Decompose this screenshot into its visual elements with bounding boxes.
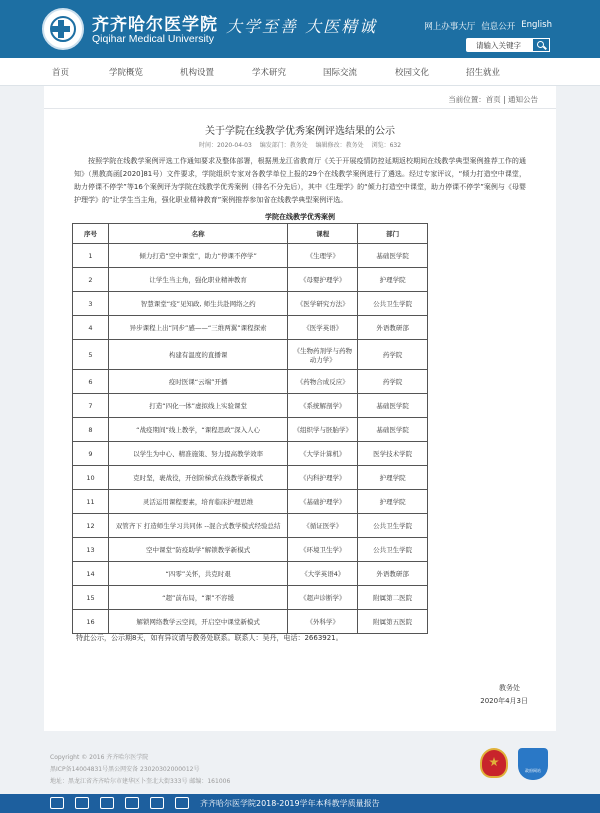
link-online-service[interactable]: 网上办事大厅 <box>424 22 476 32</box>
table-row <box>73 370 428 394</box>
meta-time: 时间：2020-04-03 <box>198 142 252 149</box>
cell-department: 药学院 <box>358 370 428 394</box>
cell-course: 《医学研究方法》 <box>288 292 358 316</box>
article-meta <box>44 140 556 149</box>
cell-course: 《环境卫生学》 <box>288 538 358 562</box>
mail-icon[interactable] <box>50 797 64 809</box>
footer-copyright: Copyright © 2016 齐齐哈尔医学院 <box>50 754 149 761</box>
cell-department: 外语教研部 <box>358 562 428 586</box>
cell-course: 《超声诊断学》 <box>288 586 358 610</box>
cell-number: 16 <box>73 610 109 634</box>
cell-course: 《药物合成反应》 <box>288 370 358 394</box>
site-header <box>0 0 600 58</box>
video-icon[interactable] <box>100 797 114 809</box>
cell-department: 基础医学院 <box>358 418 428 442</box>
school-name-en: Qiqihar Medical University <box>92 33 214 45</box>
table-row <box>73 418 428 442</box>
calendar-icon[interactable] <box>150 797 164 809</box>
cell-name: “超”前布局，“课”不容缓 <box>108 586 287 610</box>
content-panel <box>44 86 556 731</box>
cell-course: 《基础护理学》 <box>288 490 358 514</box>
article-body: 按照学院在线教学案例评选工作通知要求及整体部署，根据黑龙江省教育厅《关于开展疫情防控延期返校期间在线教学典型案例推荐工作的通知》（黑教高函[2020]81号）文件要求，学院组织专家对各教学单位上报的29个在线教学案例进行了遴选。经过专家评议，“倾力打造空中课堂，助力停课不停学”等16个案例评为学院在线教学优秀案例（排名不分先后），其中《生理学》的“倾力打造空中课堂，助力停课不停学”案例与《母婴护理学》的“让学生当主角，强化职业精神教育”案例推荐参加省在线教学典型案例评选。 <box>74 157 526 204</box>
cell-name: 克时坚，裹战役，开创阶梯式在线教学新模式 <box>108 466 287 490</box>
school-motto: 大学至善 大医精诚 <box>226 17 378 36</box>
library-icon[interactable] <box>175 797 189 809</box>
cell-department: 附属第五医院 <box>358 610 428 634</box>
cell-department: 公共卫生学院 <box>358 514 428 538</box>
table-row <box>73 268 428 292</box>
col-header-course: 课程 <box>288 224 358 244</box>
quality-report-link[interactable]: 齐齐哈尔医学院2018-2019学年本科教学质量报告 <box>200 799 380 808</box>
cell-course: 《循证医学》 <box>288 514 358 538</box>
cell-number: 11 <box>73 490 109 514</box>
cell-name: 双管齐下 打造师生学习共同体 --混合式教学模式经验总结 <box>108 514 287 538</box>
table-row <box>73 610 428 634</box>
cell-course: 《生物药剂学与药物动力学》 <box>288 340 358 370</box>
university-logo-icon[interactable] <box>42 8 84 50</box>
footer-icp[interactable]: 黑ICP备14004831号黑公网安备 23020302000012号 <box>50 766 200 773</box>
cell-course: 《医学英语》 <box>288 316 358 340</box>
cell-department: 护理学院 <box>358 268 428 292</box>
nav-item-organization[interactable]: 机构设置 <box>180 68 215 78</box>
nav-item-research[interactable]: 学术研究 <box>252 68 287 78</box>
cell-number: 6 <box>73 370 109 394</box>
search-button[interactable] <box>532 38 550 52</box>
cell-name: 异步课程上出“同步”感——“三维两翼”课程探索 <box>108 316 287 340</box>
nav-item-campus-culture[interactable]: 校园文化 <box>395 68 430 78</box>
table-row <box>73 340 428 370</box>
cell-name: “战疫期间”线上教学，“课程思政”深入人心 <box>108 418 287 442</box>
police-emblem-icon[interactable] <box>480 748 508 778</box>
nav-item-home[interactable]: 首页 <box>52 68 70 78</box>
badge-label: 政府网站 <box>525 768 541 773</box>
cell-number: 13 <box>73 538 109 562</box>
table-row <box>73 562 428 586</box>
nav-item-overview[interactable]: 学院概览 <box>109 68 144 78</box>
table-row <box>73 316 428 340</box>
cell-department: 药学院 <box>358 340 428 370</box>
breadcrumb[interactable]: 当前位置：首页 | 通知公告 <box>448 95 538 104</box>
chat-icon[interactable] <box>125 797 139 809</box>
table-row <box>73 490 428 514</box>
cell-department: 附属第二医院 <box>358 586 428 610</box>
meta-editor: 编辑修改：教务处 <box>315 142 364 149</box>
page-title: 关于学院在线教学优秀案例评选结果的公示 <box>205 126 395 137</box>
cell-number: 8 <box>73 418 109 442</box>
table-row <box>73 244 428 268</box>
cell-name: “四零”关怀，共克时艰 <box>108 562 287 586</box>
cell-number: 10 <box>73 466 109 490</box>
cell-department: 公共卫生学院 <box>358 292 428 316</box>
cell-number: 1 <box>73 244 109 268</box>
cell-course: 《内科护理学》 <box>288 466 358 490</box>
signature-dept: 教务处 <box>499 684 520 692</box>
cell-number: 2 <box>73 268 109 292</box>
cell-name: 构建有温度的直播课 <box>108 340 287 370</box>
government-site-badge-icon[interactable] <box>518 748 548 780</box>
cell-department: 外语教研部 <box>358 316 428 340</box>
main-nav <box>0 58 600 86</box>
cell-course: 《大学计算机》 <box>288 442 358 466</box>
cell-name: 让学生当主角，强化职业精神教育 <box>108 268 287 292</box>
cell-name: 倾力打造“空中课堂”，助力“停课不停学” <box>108 244 287 268</box>
school-name-cn: 齐齐哈尔医学院 <box>92 15 218 35</box>
nav-item-admission[interactable]: 招生就业 <box>466 68 501 78</box>
table-row <box>73 442 428 466</box>
cell-name: 空中课堂“防疫助学”解锁教学新模式 <box>108 538 287 562</box>
cell-department: 护理学院 <box>358 490 428 514</box>
link-info-public[interactable]: 信息公开 <box>481 22 516 32</box>
cell-course: 《大学英语4》 <box>288 562 358 586</box>
cell-name: 疫时医课“云端”开播 <box>108 370 287 394</box>
col-header-department: 部门 <box>358 224 428 244</box>
bottom-bar <box>0 794 600 813</box>
link-english[interactable]: English <box>521 20 552 30</box>
cell-course: 《系统解剖学》 <box>288 394 358 418</box>
cell-name: 打造“四化一体”虚拟线上实验课堂 <box>108 394 287 418</box>
cell-number: 7 <box>73 394 109 418</box>
cell-number: 14 <box>73 562 109 586</box>
signature-date: 2020年4月3日 <box>480 697 528 705</box>
cell-name: 解锁网络教学云空间，开启空中课堂新模式 <box>108 610 287 634</box>
search-input[interactable]: 请输入关键字 <box>476 41 521 50</box>
site-footer <box>0 744 600 794</box>
cell-department: 公共卫生学院 <box>358 538 428 562</box>
search-box[interactable] <box>466 38 550 52</box>
table-row <box>73 466 428 490</box>
nav-item-international[interactable]: 国际交流 <box>323 68 358 78</box>
special-notice: 特此公示，公示期8天，如有异议请与教务处联系。联系人：吴丹，电话：2663921。 <box>76 634 343 642</box>
document-icon[interactable] <box>75 797 89 809</box>
cell-number: 12 <box>73 514 109 538</box>
cell-course: 《母婴护理学》 <box>288 268 358 292</box>
cell-name: 以学生为中心、精准施策、努力提高教学效率 <box>108 442 287 466</box>
cell-course: 《组织学与胚胎学》 <box>288 418 358 442</box>
cell-course: 《生理学》 <box>288 244 358 268</box>
table-row <box>73 514 428 538</box>
col-header-number: 序号 <box>73 224 109 244</box>
cell-number: 5 <box>73 340 109 370</box>
table-header-row <box>73 224 428 244</box>
cell-number: 15 <box>73 586 109 610</box>
table-caption: 学院在线教学优秀案例 <box>265 213 335 221</box>
cell-name: 灵活运用课程要素，培育临床护理思维 <box>108 490 287 514</box>
cell-department: 基础医学院 <box>358 394 428 418</box>
cell-number: 9 <box>73 442 109 466</box>
cell-number: 3 <box>73 292 109 316</box>
table-row <box>73 292 428 316</box>
cell-department: 护理学院 <box>358 466 428 490</box>
cell-course: 《外科学》 <box>288 610 358 634</box>
table-row <box>73 586 428 610</box>
cell-name: 智慧课堂“疫”见知政, 师生共赴网络之约 <box>108 292 287 316</box>
col-header-name: 名称 <box>108 224 287 244</box>
meta-dept: 编发部门：教务处 <box>259 142 308 149</box>
table-row <box>73 538 428 562</box>
table-row <box>73 394 428 418</box>
meta-views: 浏览：632 <box>371 142 402 149</box>
footer-address: 地址：黑龙江省齐齐哈尔市建华区卜奎北大街333号 邮编：161006 <box>50 778 231 785</box>
cases-table <box>72 223 428 634</box>
divider <box>44 108 556 109</box>
cell-number: 4 <box>73 316 109 340</box>
cell-department: 基础医学院 <box>358 244 428 268</box>
cell-department: 医学技术学院 <box>358 442 428 466</box>
top-links <box>424 20 552 32</box>
